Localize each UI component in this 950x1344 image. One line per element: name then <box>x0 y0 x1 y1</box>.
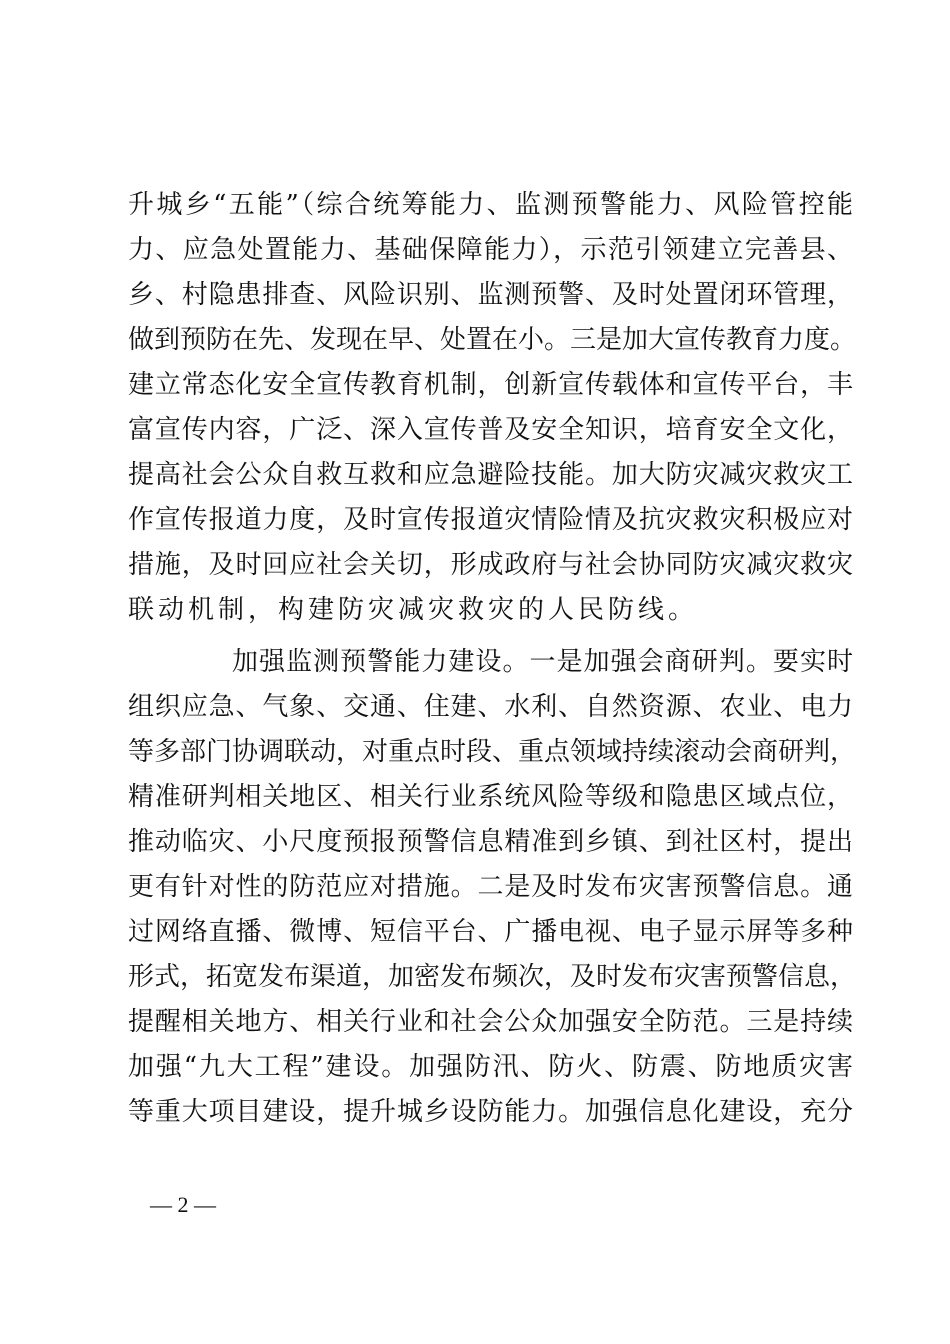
text-line: 作宣传报道力度，及时宣传报道灾情险情及抗灾救灾积极应对 <box>128 505 853 535</box>
text-line: 精准研判相关地区、相关行业系统风险等级和隐患区域点位， <box>128 782 853 812</box>
text-line: 建立常态化安全宣传教育机制，创新宣传载体和宣传平台，丰 <box>128 370 853 400</box>
text-line: 富宣传内容，广泛、深入宣传普及安全知识，培育安全文化， <box>128 415 853 445</box>
text-line: 乡、村隐患排查、风险识别、监测预警、及时处置闭环管理， <box>128 280 853 310</box>
text-line: 等多部门协调联动，对重点时段、重点领域持续滚动会商研判， <box>128 737 857 767</box>
text-line: 升城乡“五能”（综合统筹能力、监测预警能力、风险管控能 <box>128 190 853 220</box>
text-line: 加强监测预警能力建设。一是加强会商研判。要实时 <box>232 647 853 677</box>
text-line: 等重大项目建设，提升城乡设防能力。加强信息化建设，充分 <box>128 1097 853 1127</box>
text-line: 组织应急、气象、交通、住建、水利、自然资源、农业、电力 <box>128 692 853 722</box>
text-line: 联动机制，构建防灾减灾救灾的人民防线。 <box>128 595 699 625</box>
text-line: 过网络直播、微博、短信平台、广播电视、电子显示屏等多种 <box>128 917 853 947</box>
text-line: 更有针对性的防范应对措施。二是及时发布灾害预警信息。通 <box>128 872 853 902</box>
text-line: 做到预防在先、发现在早、处置在小。三是加大宣传教育力度。 <box>128 325 857 355</box>
text-line: 提高社会公众自救互救和应急避险技能。加大防灾减灾救灾工 <box>128 460 853 490</box>
text-line: 措施，及时回应社会关切，形成政府与社会协同防灾减灾救灾 <box>128 550 853 580</box>
text-line: 推动临灾、小尺度预报预警信息精准到乡镇、到社区村，提出 <box>128 827 853 857</box>
text-line: 加强“九大工程”建设。加强防汛、防火、防震、防地质灾害 <box>128 1052 853 1082</box>
text-line: 形式，拓宽发布渠道，加密发布频次，及时发布灾害预警信息， <box>128 962 857 992</box>
page-number: — 2 — <box>150 1192 216 1217</box>
text-line: 力、应急处置能力、基础保障能力），示范引领建立完善县、 <box>128 235 853 265</box>
text-line: 提醒相关地方、相关行业和社会公众加强安全防范。三是持续 <box>128 1007 853 1037</box>
